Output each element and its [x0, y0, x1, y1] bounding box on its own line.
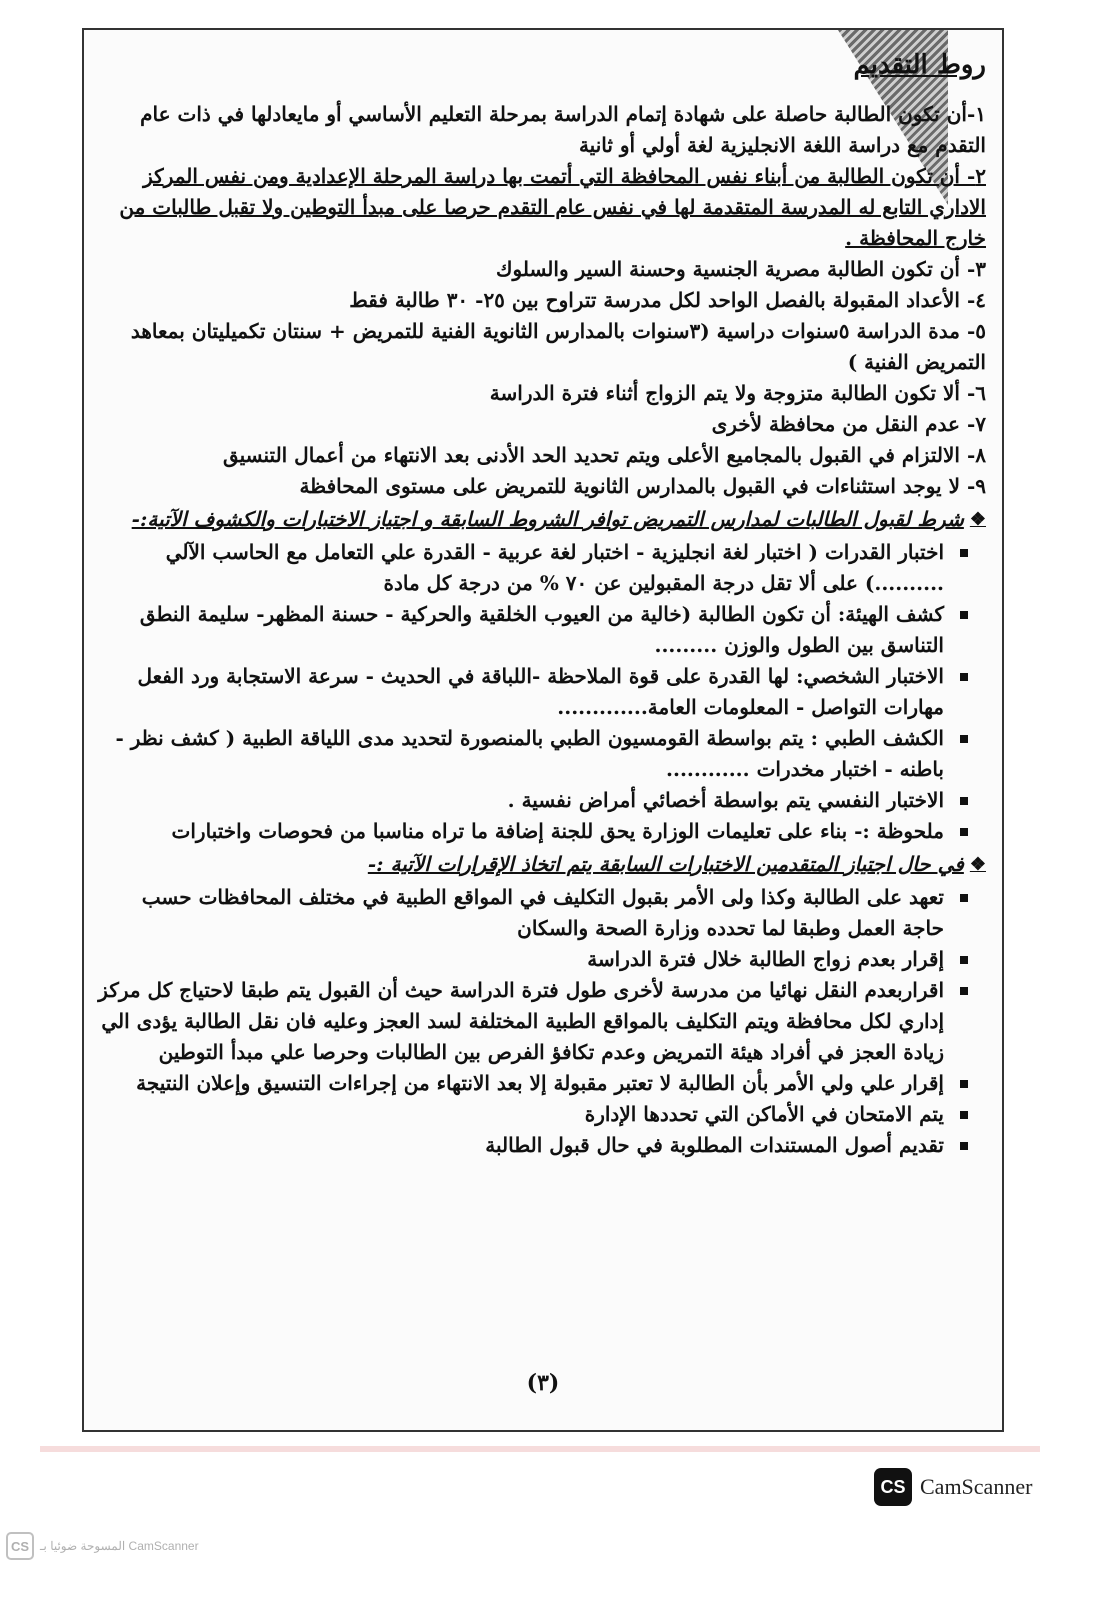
- square-bullet-icon: [960, 1080, 968, 1088]
- condition-6: ٦- ألا تكون الطالبة متزوجة ولا يتم الزواج أثناء فترة الدراسة: [489, 381, 986, 405]
- test-item: الاختبار الشخصي: لها القدرة على قوة الملاحظة -اللباقة في الحديث - سرعة الاستجابة ورد الفعل مهارات التواصل - المعلومات العامة.............: [96, 661, 986, 723]
- condition-4: ٤- الأعداد المقبولة بالفصل الواحد لكل مدرسة تتراوح بين ٢٥- ٣٠ طالبة فقط: [349, 288, 986, 312]
- square-bullet-icon: [960, 1142, 968, 1150]
- square-bullet-icon: [960, 956, 968, 964]
- test-item: الاختبار النفسي يتم بواسطة أخصائي أمراض نفسية .: [96, 785, 986, 816]
- page-title: روط التقديم: [853, 50, 986, 80]
- declaration-item: إقرار بعدم زواج الطالبة خلال فترة الدراسة: [96, 944, 986, 975]
- footer-watermark-text: المسوحة ضوئيا بـ CamScanner: [40, 1539, 199, 1553]
- condition-7: ٧- عدم النقل من محافظة لأخرى: [711, 412, 986, 436]
- test-item: كشف الهيئة: أن تكون الطالبة (خالية من العيوب الخلقية والحركية - حسنة المظهر- سليمة النطق التناسق بين الطول والوزن .........: [96, 599, 986, 661]
- section-heading-tests-text: شرط لقبول الطالبات لمدارس التمريض توافر الشروط السابقة و اجتياز الاختبارات والكشوف الآتية:-: [131, 507, 964, 531]
- condition-1: ١-أن تكون الطالبة حاصلة على شهادة إتمام الدراسة بمرحلة التعليم الأساسي أو مايعادلها في ذات عام التقدم مع دراسة اللغة الانجليزية لغة أولي أو ثانية: [140, 102, 986, 157]
- square-bullet-icon: [960, 828, 968, 836]
- page-number: (٣): [526, 1370, 560, 1396]
- square-bullet-icon: [960, 987, 968, 995]
- condition-3: ٣- أن تكون الطالبة مصرية الجنسية وحسنة السير والسلوك: [496, 257, 986, 281]
- camscanner-watermark-logo-icon: CS: [6, 1532, 34, 1560]
- declaration-item: تقديم أصول المستندات المطلوبة في حال قبول الطالبة: [96, 1130, 986, 1161]
- condition-2: ٢- أن تكون الطالبة من أبناء نفس المحافظة التي أتمت بها دراسة المرحلة الإعدادية ومن نفس المركز الاداري التابع له المدرسة المتقدمة لها في نفس عام التقدم حرصا على مبدأ التوطين ولا تقبل طالبات من خارج المحافظة .: [119, 164, 986, 250]
- document-content: [96, 50, 986, 1161]
- square-bullet-icon: [960, 735, 968, 743]
- square-bullet-icon: [960, 894, 968, 902]
- declaration-item: اقراربعدم النقل نهائيا من مدرسة لأخرى طول فترة الدراسة حيث أن القبول يتم طبقا لاحتياج كل مركز إداري لكل محافظة ويتم التكليف بالمواقع الطبية المختلفة لسد العجز وعليه فان نقل الطالبة يؤدى الي زيادة العجز في أفراد هيئة التمريض وعدم تكافؤ الفرص بين الطالبات وحرصا علي مبدأ التوطين: [96, 975, 986, 1068]
- condition-9: ٩- لا يوجد استثناءات في القبول بالمدارس الثانوية للتمريض على مستوى المحافظة: [299, 474, 986, 498]
- declaration-item: إقرار علي ولي الأمر بأن الطالبة لا تعتبر مقبولة إلا بعد الانتهاء من إجراءات التنسيق وإعلان النتيجة: [96, 1068, 986, 1099]
- section-heading-declarations-text: في حال اجتياز المتقدمين الاختبارات السابقة يتم اتخاذ الإقرارات الآتية :-: [367, 852, 964, 876]
- square-bullet-icon: [960, 797, 968, 805]
- camscanner-badge: [874, 1468, 1032, 1506]
- diamond-bullet-icon: ❖: [969, 509, 986, 530]
- condition-5: ٥- مدة الدراسة ٥سنوات دراسية (٣سنوات بالمدارس الثانوية الفنية للتمريض + سنتان تكميليتان بمعاهد التمريض الفنية ): [130, 319, 986, 374]
- declaration-item: يتم الامتحان في الأماكن التي تحددها الإدارة: [96, 1099, 986, 1130]
- diamond-bullet-icon: ❖: [969, 854, 986, 875]
- declaration-item: تعهد على الطالبة وكذا ولى الأمر بقبول التكليف في المواقع الطبية في مختلف المحافظات حسب حاجة العمل وطبقا لما تحدده وزارة الصحة والسكان: [96, 882, 986, 944]
- camscanner-brand-name: CamScanner: [920, 1474, 1033, 1499]
- test-item: ملحوظة :- بناء على تعليمات الوزارة يحق للجنة إضافة ما تراه مناسبا من فحوصات واختبارات: [96, 816, 986, 847]
- square-bullet-icon: [960, 549, 968, 557]
- square-bullet-icon: [960, 611, 968, 619]
- test-item: الكشف الطبي : يتم بواسطة القومسيون الطبي بالمنصورة لتحديد مدى اللياقة الطبية ( كشف نظر - باطنه - اختبار مخدرات ............: [96, 723, 986, 785]
- test-item: اختبار القدرات ( اختبار لغة انجليزية - اختبار لغة عربية - القدرة علي التعامل مع الحاسب الآلي ..........) على ألا تقل درجة المقبولين عن ٧٠ % من درجة كل مادة: [96, 537, 986, 599]
- section-heading-tests: [96, 504, 986, 535]
- section-heading-declarations: [96, 849, 986, 880]
- camscanner-logo-icon: CS: [874, 1468, 912, 1506]
- footer-watermark: [6, 1532, 199, 1560]
- square-bullet-icon: [960, 673, 968, 681]
- condition-8: ٨- الالتزام في القبول بالمجاميع الأعلى ويتم تحديد الحد الأدنى بعد الانتهاء من أعمال التنسيق: [222, 443, 986, 467]
- square-bullet-icon: [960, 1111, 968, 1119]
- scan-edge-strip: [40, 1446, 1040, 1452]
